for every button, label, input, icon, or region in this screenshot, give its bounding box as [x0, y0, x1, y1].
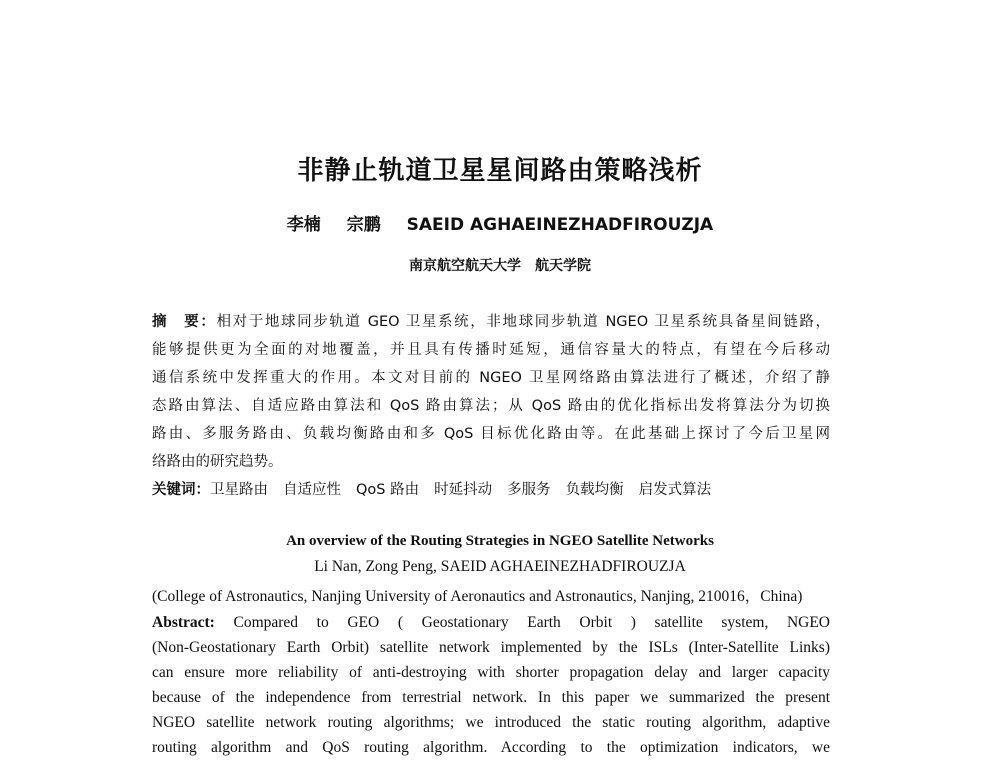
keyword: 负载均衡: [565, 482, 624, 498]
author: 李楠: [286, 215, 321, 235]
abstract-line: NGEO satellite network routing algorithms; we introduced the static routing algorithm, adaptive: [152, 714, 830, 731]
keywords: [152, 476, 830, 504]
abstract-label: 摘 要：: [152, 314, 217, 330]
abstract-line: routing algorithm and QoS routing algorithm. According to the optimization indicators, we: [152, 739, 830, 756]
keyword: 时延抖动: [434, 482, 493, 498]
abstract-line: [152, 308, 830, 336]
keyword: 多服务: [507, 482, 551, 498]
abstract-cn: [152, 308, 830, 504]
paper-title-en: An overview of the Routing Strategies in NGEO Satellite Networks: [286, 533, 714, 549]
affiliation-en: (College of Astronautics, Nanjing University of Aeronautics and Astronautics, Nanjing, 210016，China): [152, 588, 803, 605]
affiliation-cn: 南京航空航天大学 航天学院: [409, 258, 591, 274]
abstract-line: 络路由的研究趋势。: [152, 454, 283, 470]
abstract-en: [152, 610, 830, 760]
authors-cn: [0, 210, 1000, 235]
author: 宗鹏: [346, 215, 381, 235]
abstract-line: 能够提供更为全面的对地覆盖，并且具有传播时延短，通信容量大的特点，有望在今后移动: [152, 342, 830, 358]
abstract-line: 路由、多服务路由、负载均衡路由和多 QoS 目标优化路由等。在此基础上探讨了今后卫星网: [152, 426, 830, 442]
abstract-text: Compared to GEO ( Geostationary Earth Orbit ) satellite system, NGEO: [233, 614, 831, 631]
abstract-line: (Non-Geostationary Earth Orbit) satellite network implemented by the ISLs (Inter-Satellite Links): [152, 639, 830, 656]
keyword: QoS 路由: [356, 482, 420, 498]
paper-title-cn: 非静止轨道卫星星间路由策略浅析: [297, 156, 703, 186]
abstract-line: because of the independence from terrestrial network. In this paper we summarized the present: [152, 689, 830, 706]
abstract-line: 通信系统中发挥重大的作用。本文对目前的 NGEO 卫星网络路由算法进行了概述，介绍了静: [152, 370, 830, 386]
abstract-line: can ensure more reliability of anti-destroying with shorter propagation delay and larger capacity: [152, 664, 830, 681]
author: SAEID AGHAEINEZHADFIROUZJA: [406, 215, 714, 235]
keyword: 启发式算法: [638, 482, 712, 498]
abstract-text: 相对于地球同步轨道 GEO 卫星系统，非地球同步轨道 NGEO 卫星系统具备星间链路，: [216, 314, 830, 330]
keyword: 自适应性: [283, 482, 341, 498]
keywords-label: 关键词：: [152, 482, 210, 498]
abstract-label: Abstract:: [152, 614, 215, 631]
authors-en: Li Nan, Zong Peng, SAEID AGHAEINEZHADFIROUZJA: [314, 558, 686, 575]
abstract-line: 态路由算法、自适应路由算法和 QoS 路由算法；从 QoS 路由的优化指标出发将算法分为切换: [152, 398, 830, 414]
keyword: 卫星路由: [210, 482, 268, 498]
abstract-line: [152, 610, 830, 635]
